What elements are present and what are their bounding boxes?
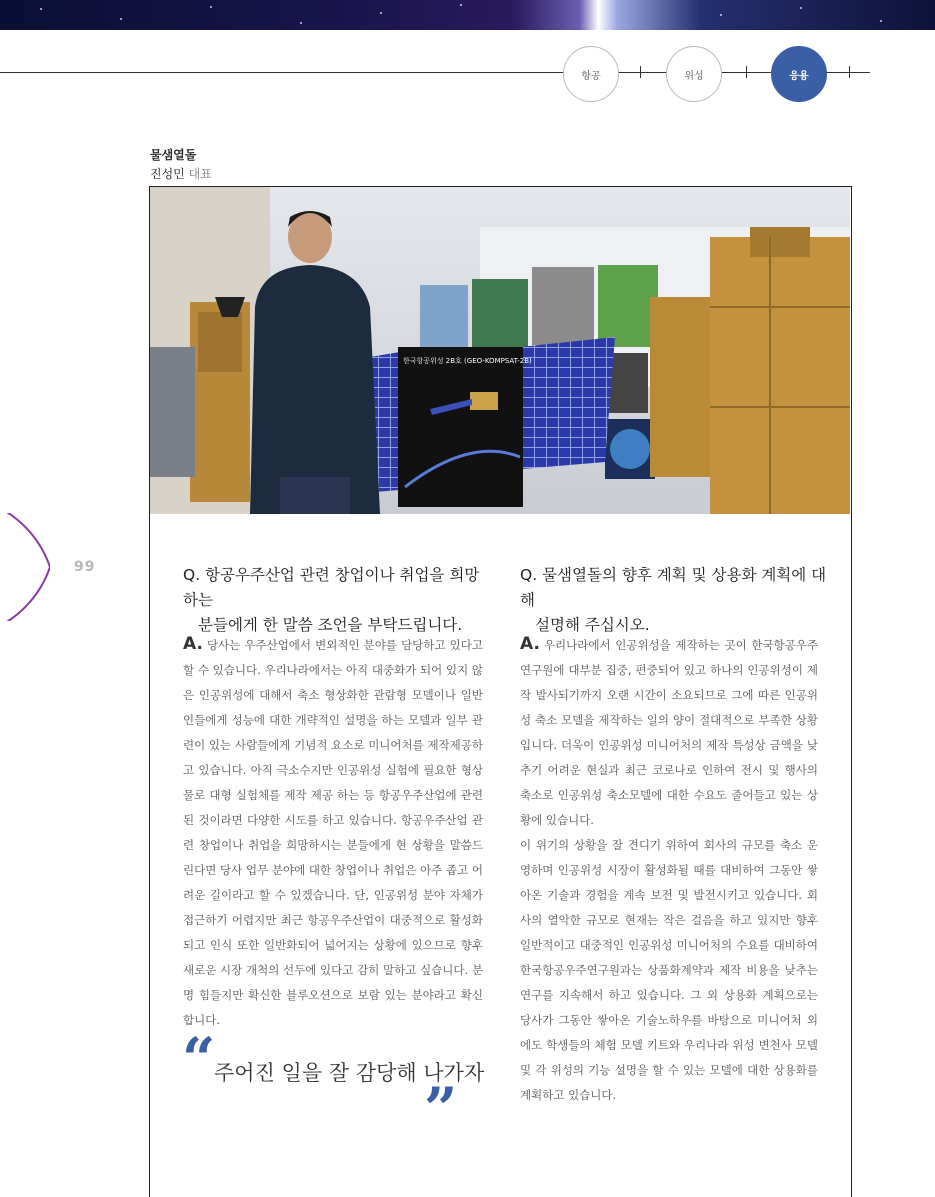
question-right [520,563,840,638]
answer-text: 당사는 우주산업에서 변외적인 분야를 담당하고 있다고 할 수 있습니다. 우리나라에서는 아직 대중화가 되어 있지 않은 인공위성에 대해서 축소 형상화한 관람형 모델이나 일반인들에게 성능에 대한 개략적인 설명을 하는 모델과 일부 관련이 있는 사람들에게 기념적 요소로 미니어처를 제작제공하고 있습니다. 아직 극소수지만 인공위성 실험에 필요한 형상물로 대형 실험체를 제작 제공 하는 등 항공우주산업에 관련된 것이라면 다양한 시도를 하고 있습니다. 항공우주산업 관련 창업이나 취업을 희망하시는 분들에게 현 상황을 말씀드린다면 당사 업무 분야에 대한 창업이나 취업은 아주 좁고 어려운 길이라고 할 수 있겠습니다. 단, 인공위성 분야 자체가 접근하기 어렵지만 최근 항공우주산업이 대중적으로 활성화되고 인식 또한 일반화되어 넓어지는 상황에 있으므로 향후 새로운 시장 개척의 선두에 있다고 감히 말하고 싶습니다. 분명 힘들지만 확신한 블루오션으로 보람 있는 분야라고 확신합니다. [183,638,483,1027]
answer-text: 우리나라에서 인공위성을 제작하는 곳이 한국항공우주연구원에 대부분 집중, 편중되어 있고 하나의 인공위성이 제작 발사되기까지 오랜 시간이 소요되므로 그에 따른 인공위성 축소 모델을 제작하는 일의 양이 절대적으로 부족한 상황입니다. 더욱이 인공위성 미니어처의 제작 특성상 금액을 낮추기 어려운 현실과 최근 코로나로 인하여 전시 및 행사의 축소로 인공위성 축소모델에 대한 수요도 줄어들고 있는 상황에 있습니다. [520,638,818,827]
quote-close-mark: ” [424,1075,458,1143]
nav-line [0,72,870,73]
question-line: 분들에게 한 말씀 조언을 부탁드립니다. [198,616,463,634]
satellite-model-right [710,237,850,514]
page-number-arc [0,513,50,621]
wall-photo [472,279,528,349]
poster-title: 한국항공위성 2B호 (GEO-KOMPSAT-2B) [403,357,532,365]
question-line: Q. 항공우주산업 관련 창업이나 취업을 희망하는 [183,566,480,609]
wall-photo [532,267,594,345]
person-role: 대표 [188,167,212,181]
question-line: 설명해 주십시오. [535,616,650,634]
interview-photo [150,187,850,514]
answer-text: 이 위기의 상황을 잘 견디기 위하여 회사의 규모를 축소 운영하며 인공위성 시장이 활성화될 때를 대비하여 그동안 쌓아온 기술과 경험을 계속 보전 및 발전시키고 있습니다. 회사의 열악한 규모로 현재는 작은 걸음을 하고 있지만 향후 일반적이고 대중적인 인공위성 미니어처의 수요를 대비하여 한국항공우주연구원과는 상품화계약과 제작 비용을 낮추는 연구를 지속해서 하고 있습니다. 그 외 상용화 계획으로는 당사가 그동안 쌓아온 기술노하우를 바탕으로 미니어처 외에도 학생들의 체험 모델 키트와 우리나라 위성 변천사 모델 및 각 위성의 기능 설명을 할 수 있는 모델에 대한 상용화를 계획하고 있습니다. [520,838,818,1102]
nav-tick [640,66,641,78]
organization-name: 물샘열돌 [150,148,197,162]
person-jacket [250,265,380,514]
answer-right [520,632,818,1108]
nav-item-label: 위성 [684,70,704,82]
wall-photo [598,265,658,347]
person-name: 진성민 [150,167,185,181]
poster [398,347,523,507]
nav-item-label: 항공 [581,70,601,82]
pull-quote: 주어진 일을 잘 감당해 나가자 [214,1061,485,1085]
nav-item-label: 응용 [789,70,809,82]
solar-panel [520,337,615,469]
question-line: Q. 물샘열돌의 향후 계획 및 상용화 계획에 대해 [520,566,827,609]
nav-item-aviation[interactable] [563,46,619,102]
answer-left [183,632,483,1033]
nav-item-satellite[interactable] [666,46,722,102]
answer-marker: A. [520,634,540,654]
interviewee [150,165,212,182]
nav-tick [746,66,747,78]
question-left [183,563,493,638]
answer-marker: A. [183,634,203,654]
nav-item-application[interactable] [771,46,827,102]
quote-open-mark: “ [182,1025,216,1093]
page-number: 99 [74,559,96,575]
top-banner [0,0,935,30]
nav-tick [849,66,850,78]
